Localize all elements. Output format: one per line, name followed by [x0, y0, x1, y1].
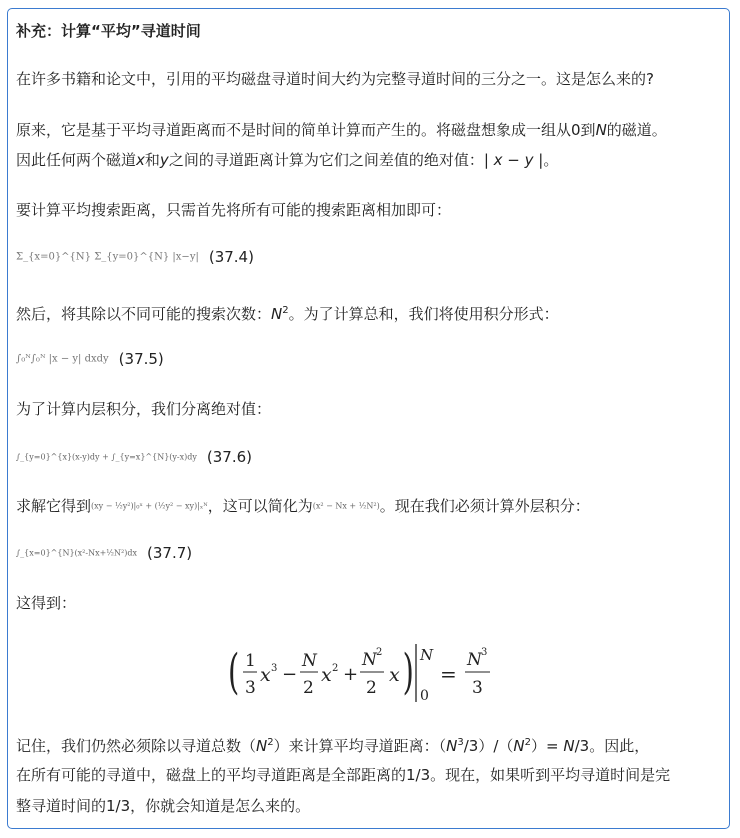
paragraph-intro: 在许多书籍和论文中，引用的平均磁盘寻道时间大约为完整寻道时间的三分之一。这是怎么来的?: [16, 70, 654, 88]
svg-text:1: 1: [245, 651, 256, 671]
svg-text:3: 3: [472, 678, 483, 698]
text: 。为了计算总和，我们将使用积分形式：: [288, 305, 559, 323]
text: ）=: [531, 737, 564, 755]
var-N: N: [513, 737, 525, 755]
formula-image: ∫_{x=0}^{N}(x²-Nx+½N²)dx: [16, 548, 138, 558]
text: ，这可以简化为: [207, 497, 313, 515]
superscript: 3: [457, 737, 464, 748]
svg-text:N: N: [302, 651, 317, 671]
svg-text:−: −: [282, 664, 298, 685]
formula-image: (x² − Nx + ½N²): [312, 501, 380, 511]
text: 求解它得到: [16, 497, 92, 515]
text: 的磁道。: [606, 121, 667, 139]
svg-text:3: 3: [245, 678, 256, 698]
svg-text:2: 2: [332, 663, 339, 674]
text: /3。因此，: [574, 737, 650, 755]
formula-image: Σ_{x=0}^{N} Σ_{y=0}^{N} |x−y|: [16, 251, 199, 263]
text: −: [502, 151, 525, 169]
svg-text:x: x: [389, 664, 400, 686]
paragraph-conclusion-line1: [16, 733, 649, 756]
text: 原来，它是基于平均寻道距离而不是时间的简单计算而产生的。将磁盘想象成一组从0到: [16, 121, 596, 139]
svg-text:2: 2: [303, 678, 314, 698]
equation-number: (37.7): [147, 544, 193, 562]
svg-text:x: x: [260, 664, 271, 686]
paragraph-result: 这得到：: [16, 594, 77, 612]
paragraph-inner: 为了计算内层积分，我们分离绝对值：: [16, 400, 272, 418]
final-equation-image: [228, 638, 518, 708]
equation-number: (37.6): [206, 448, 253, 466]
svg-text:): ): [402, 644, 414, 701]
var-N: N: [446, 737, 458, 755]
svg-text:3: 3: [271, 663, 278, 674]
text: 。现在我们必须计算外层积分：: [379, 497, 590, 515]
text: 然后，将其除以不同可能的搜索次数：: [16, 305, 272, 323]
svg-text:2: 2: [366, 678, 377, 698]
var-N: N: [271, 305, 283, 323]
svg-text:0: 0: [420, 688, 429, 704]
equation-37-4: [16, 247, 254, 268]
text: /3）/（: [463, 737, 514, 755]
paragraph-divide: [16, 301, 559, 324]
var-N: N: [595, 121, 607, 139]
text: ）来计算平均寻道距离：（: [273, 737, 447, 755]
formula-image: (xy − ½y²)|₀ˣ + (½y² − xy)|ₓᴺ: [91, 501, 208, 511]
var-N: N: [563, 737, 575, 755]
paragraph-conclusion-line3: 整寻道时间的1/3，你就会知道是怎么来的。: [16, 797, 311, 815]
var-x: x: [493, 151, 503, 169]
svg-text:=: =: [440, 662, 457, 686]
svg-text:N: N: [467, 650, 482, 670]
svg-text:N: N: [362, 650, 377, 670]
svg-text:N: N: [420, 646, 434, 664]
final-equation-graphic: [228, 638, 518, 708]
paragraph-origin-line2: [16, 150, 558, 170]
text: |。: [533, 151, 559, 169]
svg-text:2: 2: [376, 647, 383, 658]
text: 和: [144, 151, 160, 169]
svg-text:+: +: [343, 664, 359, 685]
svg-text:(: (: [228, 644, 240, 701]
equation-number: (37.5): [118, 350, 164, 368]
equation-37-7: [16, 543, 192, 564]
superscript: 2: [267, 737, 274, 748]
paragraph-conclusion-line2: 在所有可能的寻道中，磁盘上的平均寻道距离是全部距离的1/3。现在，如果听到平均寻道时间是完: [16, 766, 671, 784]
text: 之间的寻道距离计算为它们之间差值的绝对值：|: [168, 151, 494, 169]
superscript: 2: [524, 737, 532, 748]
equation-37-5: [16, 349, 164, 370]
equation-number: (37.4): [208, 248, 254, 266]
text: 因此任何两个磁道: [16, 151, 137, 169]
paragraph-origin-line1: [16, 120, 667, 140]
var-y: y: [524, 151, 534, 169]
formula-image: ∫_{y=0}^{x}(x-y)dy + ∫_{y=x}^{N}(y-x)dy: [16, 452, 197, 462]
svg-text:x: x: [321, 664, 332, 686]
equation-37-6: [16, 447, 252, 468]
var-y: y: [159, 151, 169, 169]
paragraph-solve: [16, 496, 590, 517]
section-heading: 补充：计算“平均”寻道时间: [16, 22, 201, 40]
var-N: N: [256, 737, 268, 755]
text: 记住，我们仍然必须除以寻道总数（: [16, 737, 257, 755]
paragraph-sum: 要计算平均搜索距离，只需首先将所有可能的搜索距离相加即可：: [16, 201, 452, 219]
var-x: x: [136, 151, 145, 169]
svg-text:3: 3: [481, 647, 488, 658]
superscript: 2: [282, 305, 289, 316]
formula-image: ∫₀ᴺ∫₀ᴺ |x − y| dxdy: [16, 353, 109, 365]
